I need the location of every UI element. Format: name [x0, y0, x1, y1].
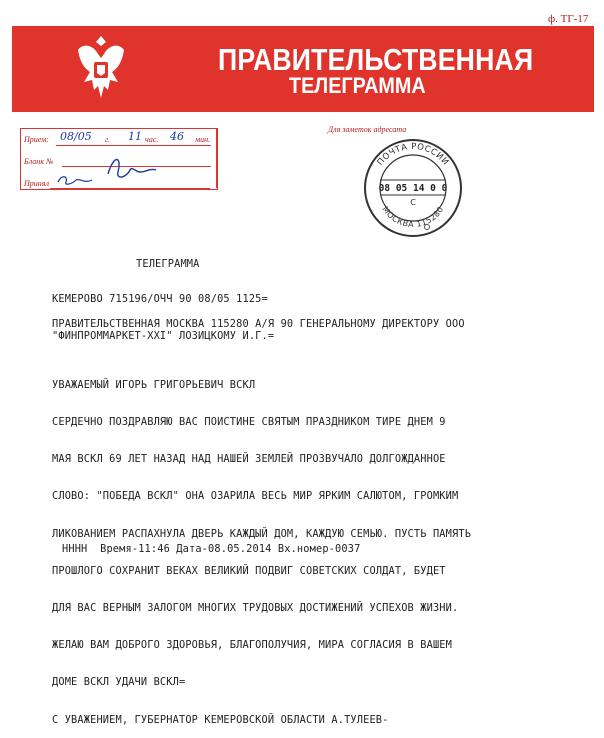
- hour-label: час.: [145, 135, 159, 144]
- body-line: СЛОВО: "ПОБЕДА ВСКЛ" ОНА ОЗАРИЛА ВЕСЬ МИР ЯРКИМ САЛЮТОМ, ГРОМКИМ: [52, 490, 459, 503]
- received-hour: 11: [128, 130, 142, 143]
- year-suffix: г.: [105, 135, 111, 144]
- body-line: СЕРДЕЧНО ПОЗДРАВЛЯЮ ВАС ПОИСТИНЕ СВЯТЫМ ПРАЗДНИКОМ ТИРЕ ДНЕМ 9: [52, 416, 446, 429]
- telegram-origin: КЕМЕРОВО 715196/ОЧЧ 90 08/05 1125=: [52, 293, 268, 305]
- stamp-top-text: ПОЧТА РОССИИ: [375, 141, 451, 168]
- signature-label: Принял: [24, 179, 49, 188]
- stamp-mark: [424, 224, 430, 230]
- stamp-date: 08 05 14 0 0: [378, 183, 448, 194]
- divider: [216, 128, 217, 188]
- received-label: Прием:: [24, 135, 49, 144]
- min-label: мин.: [195, 135, 211, 144]
- signature-underline: [50, 188, 210, 189]
- signature-scribble-icon: [104, 150, 164, 186]
- postmark-stamp: [358, 136, 468, 240]
- stamp-bottom-text: МОСКВА 115280: [380, 204, 446, 230]
- form-no-label: Бланк №: [24, 157, 54, 166]
- received-underline: [56, 145, 211, 146]
- svg-text:МОСКВА 115280: [380, 205, 445, 229]
- body-line: ЛИКОВАНИЕМ РАСПАХНУЛА ДВЕРЬ КАЖДЫЙ ДОМ, КАЖДУЮ СЕМЬЮ. ПУСТЬ ПАМЯТЬ: [52, 527, 472, 540]
- stamp-letter: С: [410, 198, 416, 207]
- received-date: 08/05: [60, 130, 92, 143]
- body-line: ПРОШЛОГО СОХРАНИТ ВЕКАХ ВЕЛИКИЙ ПОДВИГ СОВЕТСКИХ СОЛДАТ, БУДЕТ: [52, 564, 446, 577]
- coat-of-arms-icon: [72, 32, 130, 108]
- telegram-footer: НННН Время-11:46 Дата-08.05.2014 Вх.номер-0037: [62, 543, 361, 555]
- title-line-2: ТЕЛЕГРАММА: [289, 73, 426, 98]
- body-line: ДЛЯ ВАС ВЕРНЫМ ЗАЛОГОМ МНОГИХ ТРУДОВЫХ ДОСТИЖЕНИЙ УСПЕХОВ ЖИЗНИ.: [52, 602, 459, 615]
- body-line: УВАЖАЕМЫЙ ИГОРЬ ГРИГОРЬЕВИЧ ВСКЛ: [52, 378, 256, 391]
- telegram-heading: ТЕЛЕГРАММА: [136, 258, 200, 270]
- initials-scribble-icon: [56, 172, 96, 188]
- body-line: ДОМЕ ВСКЛ УДАЧИ ВСКЛ=: [52, 676, 186, 689]
- form-code: ф. ТГ-17: [548, 13, 589, 25]
- notes-label: Для заметок адресата: [328, 125, 407, 134]
- telegram-address-1: ПРАВИТЕЛЬСТВЕННАЯ МОСКВА 115280 А/Я 90 ГЕНЕРАЛЬНОМУ ДИРЕКТОРУ ООО: [52, 318, 465, 330]
- received-min: 46: [170, 130, 184, 143]
- body-line: С УВАЖЕНИЕМ, ГУБЕРНАТОР КЕМЕРОВСКОЙ ОБЛАСТИ А.ТУЛЕЕВ-: [52, 713, 389, 726]
- title-line-1: ПРАВИТЕЛЬСТВЕННАЯ: [218, 42, 534, 77]
- body-line: ЖЕЛАЮ ВАМ ДОБРОГО ЗДОРОВЬЯ, БЛАГОПОЛУЧИЯ, МИРА СОГЛАСИЯ В ВАШЕМ: [52, 639, 453, 652]
- body-line: МАЯ ВСКЛ 69 ЛЕТ НАЗАД НАД НАШЕЙ ЗЕМЛЕЙ ПРОЗВУЧАЛО ДОЛГОЖДАННОЕ: [52, 453, 446, 466]
- telegram-address-2: "ФИНПРОММАРКЕТ-XXI" ЛОЗИЦКОМУ И.Г.=: [52, 330, 275, 342]
